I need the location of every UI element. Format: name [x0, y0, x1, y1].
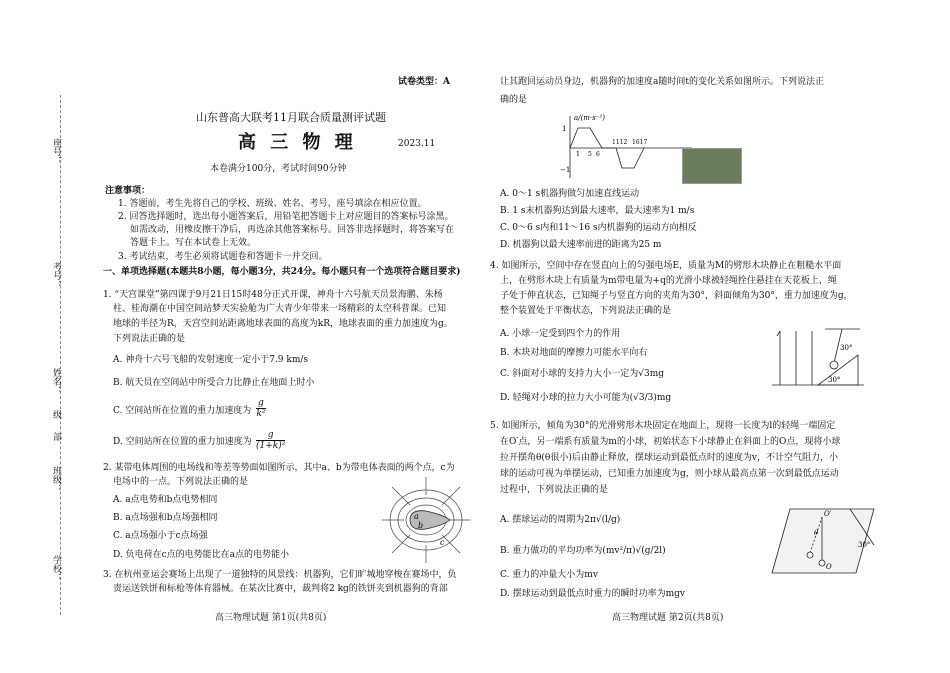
q4-line: 4. 如图所示，空间中存在竖直向上的匀强电场E，质量为M的劈形木块静止在粗糙水平面 — [490, 261, 842, 271]
q2-option-b: B. a点场强和b点场强相同 — [113, 513, 218, 523]
pendulum-incline-figure — [770, 505, 880, 577]
q3-cont-line: 确的是 — [500, 95, 528, 105]
q3-line: 责运送铁饼和标枪等体育器械。在某次比赛中，裁判将2 kg的铁饼夹到机器狗的背部 — [113, 584, 448, 594]
q1-frac-d: g (1+k)² — [256, 430, 286, 451]
q5-option-d: D. 摆球运动到最低点时重力的瞬时功率为mgv — [500, 589, 685, 599]
x-tick: 6 — [596, 151, 600, 158]
y-axis-label: a/(m·s⁻²) — [574, 114, 605, 122]
name-label: 姓名： — [51, 368, 61, 395]
y-tick: 1 — [562, 125, 567, 133]
q5-option-c: C. 重力的冲量大小为mv — [500, 570, 598, 580]
q5-line: 5. 如图所示，倾角为30°的光滑劈形木块固定在地面上，现将一长度为l的轻绳一端固定 — [490, 421, 836, 431]
note-line: 3. 考试结束，考生必须将试题卷和答题卡一并交回。 — [118, 252, 328, 262]
label-a: a — [414, 512, 419, 521]
q2-line: 2. 某带电体周围的电场线和等差等势面如图所示，其中a、b为带电体表面的两个点，c为 — [103, 463, 455, 473]
note-line: 答题卡上。写在本试卷上无效。 — [130, 238, 257, 248]
grade-label: 级 — [51, 410, 61, 419]
q2-option-a: A. a点电势和b点电势相同 — [113, 495, 218, 505]
paper-type: 试卷类型：A — [398, 77, 450, 87]
binding-line — [60, 95, 61, 615]
q3-option-c: C. 0～6 s内和11～16 s内机器狗的运动方向相反 — [500, 223, 697, 233]
label-c: c — [440, 538, 445, 547]
x-tick: 1617 — [632, 139, 648, 146]
exam-no-label: 考号： — [51, 262, 61, 289]
acceleration-graph — [560, 112, 700, 180]
q3-option-d: D. 机器狗以最大速率前进的距离为25 m — [500, 240, 662, 250]
q1-line: 1. “天宫课堂”第四课于9月21日15时48分正式开课，神舟十六号航天员景海鹏、朱杨 — [103, 290, 443, 300]
angle-label: 30° — [840, 344, 853, 352]
school-label: 学校： — [51, 555, 61, 582]
x-tick: 5 — [588, 151, 592, 158]
robot-dog-photo — [682, 148, 742, 184]
q1-line: 下列说法正确的是 — [113, 334, 186, 344]
exam-subtitle: 山东普高大联考11月联合质量测评试题 — [196, 111, 386, 124]
score-time: 本卷满分100分，考试时间90分钟 — [210, 164, 347, 174]
q1-option-a: A. 神舟十六号飞船的发射速度一定小于7.9 km/s — [113, 355, 309, 365]
q1-line: 柱、桂海潮在中国空间站梦天实验舱为广大青少年带来一场精彩的太空科普课。已知 — [113, 304, 447, 314]
exam-title: 高 三 物 理 — [238, 132, 357, 153]
q5-option-a: A. 摆球运动的周期为2π√(l/g) — [500, 515, 621, 525]
q3-cont-line: 让其跑回运动员身边，机器狗的加速度a随时间t的变化关系如图所示。下列说法正 — [500, 77, 824, 87]
q2-option-c: C. a点场强小于c点场强 — [113, 531, 208, 541]
q3-line: 3. 在杭州亚运会赛场上出现了一道独特的风景线：机器狗，它们旷城地穿梭在赛场中，负 — [103, 570, 457, 580]
q5-line: 过程中，下列说法正确的是 — [500, 485, 609, 495]
q4-line: 上，在劈形木块上有质量为m带电量为+q的光滑小球被轻绳拴住悬挂在天花板上，绳 — [500, 276, 837, 286]
note-line: 如需改动，用橡皮擦干净后，再选涂其他答案标号。回答非选择题时，将答案写在 — [130, 225, 455, 235]
angle-label: 30° — [858, 541, 871, 549]
exam-date: 2023.11 — [398, 139, 436, 149]
q1-line: 地球的半径为R，天宫空间站距离地球表面的高度为kR，地球表面的重力加速度为g。 — [113, 319, 453, 329]
x-tick: 1 — [576, 151, 580, 158]
point-o-prime: O′ — [824, 510, 832, 518]
label-b: b — [418, 521, 424, 530]
section-heading: 一、单项选择题(本题共8小题，每小题3分，共24分。每小题只有一个选项符合题目要求) — [103, 267, 461, 277]
wedge-ball-figure — [770, 325, 866, 387]
note-line: 2. 回答选择题时，选出每小题答案后，用铅笔把答题卡上对应题目的答案标号涂黑。 — [118, 212, 454, 222]
x-tick: 1112 — [612, 139, 628, 146]
q1-option-c: C. 空间站所在位置的重力加速度为 — [113, 406, 252, 416]
angle-label: 30° — [828, 376, 841, 384]
page2-footer: 高三物理试题 第2页(共8页) — [612, 613, 724, 623]
section-label: 部 — [51, 432, 61, 441]
page1-footer: 高三物理试题 第1页(共8页) — [215, 613, 327, 623]
theta-label: θ — [814, 529, 819, 537]
q1-option-b: B. 航天员在空间站中所受合力比静止在地面上时小 — [113, 378, 315, 388]
y-tick: −1 — [560, 166, 571, 174]
seat-label: 座号： — [51, 138, 61, 165]
q4-option-b: B. 木块对地面的摩擦力可能水平向右 — [500, 348, 648, 358]
q4-option-c: C. 斜面对小球的支持力大小一定为√3mg — [500, 369, 665, 379]
class-label: 班级： — [51, 466, 61, 493]
q5-option-b: B. 重力做功的平均功率为(mv²/π)√(g/2l) — [500, 546, 666, 556]
q4-line: 子处于伸直状态，已知绳子与竖直方向的夹角为30°，斜面倾角为30°，重力加速度为g， — [500, 291, 853, 301]
q5-line: 拉开摆角θ(θ很小)后由静止释放，摆球运动到最低点时的速度为v，不计空气阻力，小 — [500, 453, 838, 463]
q2-option-d: D. 负电荷在c点的电势能比在a点的电势能小 — [113, 550, 290, 560]
q1-option-d: D. 空间站所在位置的重力加速度为 — [113, 437, 252, 447]
notes-title: 注意事项： — [105, 186, 151, 196]
q4-option-d: D. 轻绳对小球的拉力大小可能为(√3/3)mg — [500, 393, 672, 403]
q3-option-a: A. 0～1 s机器狗做匀加速直线运动 — [500, 189, 640, 199]
q5-line: 球的运动可视为单摆运动，已知重力加速度为g，则小球从最高点第一次到最低点运动 — [500, 469, 839, 479]
q3-option-b: B. 1 s末机器狗达到最大速率，最大速率为1 m/s — [500, 206, 695, 216]
note-line: 1. 答题前，考生先将自己的学校、班级、姓名、考号、座号填涂在相应位置。 — [118, 199, 427, 209]
q4-line: 整个装置处于平衡状态，下列说法正确的是 — [500, 306, 672, 316]
q4-option-a: A. 小球一定受到四个力的作用 — [500, 329, 621, 339]
electric-field-figure — [380, 475, 472, 565]
point-o: O — [826, 563, 832, 571]
q1-frac-c: g k² — [256, 398, 266, 419]
q2-line: 电场中的一点。下列说法正确的是 — [113, 477, 249, 487]
q5-line: 在O′点，另一端系有质量为m的小球，初始状态下小球静止在斜面上的O点，现将小球 — [500, 437, 841, 447]
